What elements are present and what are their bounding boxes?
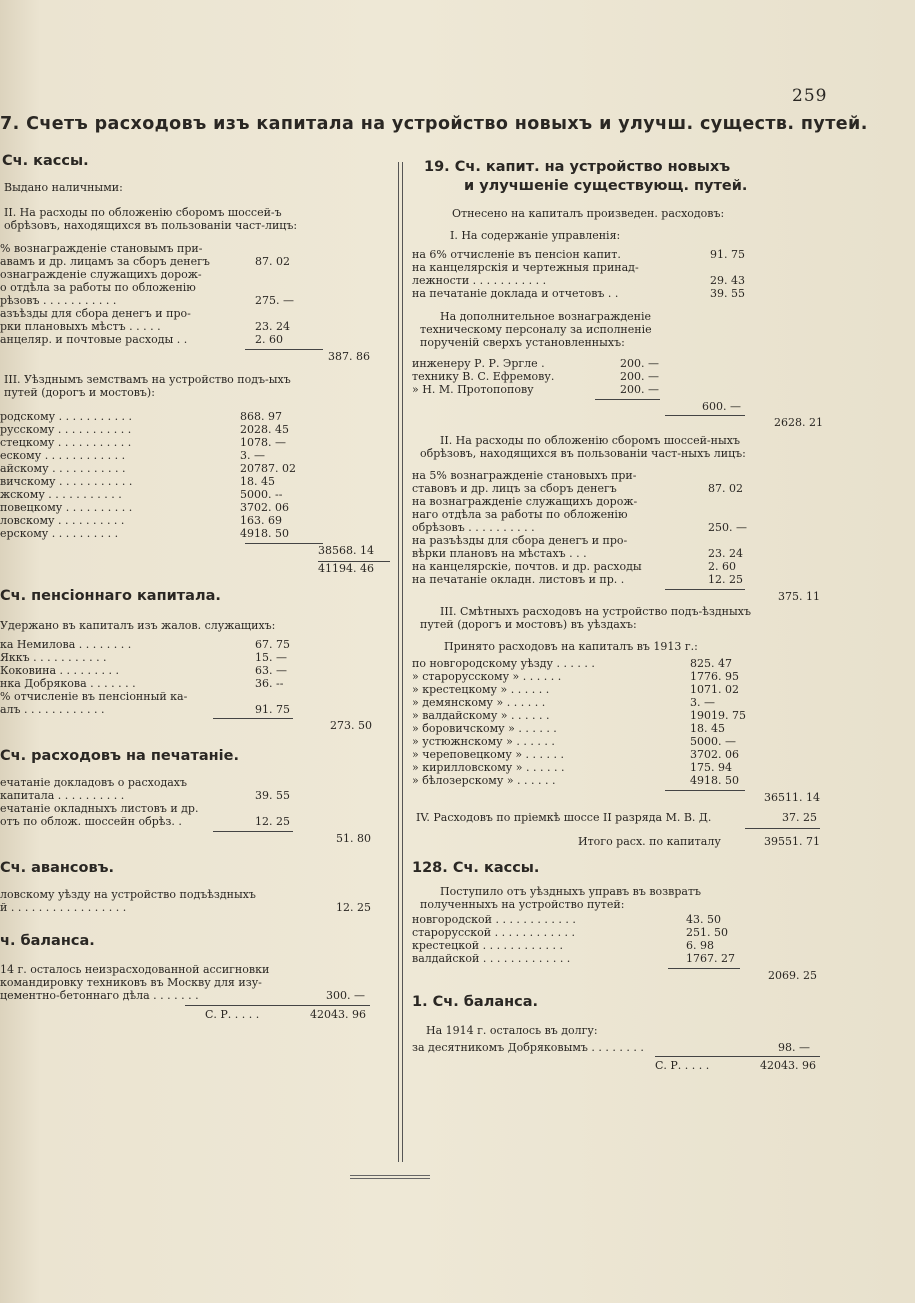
- ledger-row-label: повецкому . . . . . . . . . .: [0, 501, 133, 514]
- ledger-row: [410, 482, 830, 495]
- ledger-row: [0, 963, 395, 976]
- ledger-row-label: й . . . . . . . . . . . . . . . . .: [0, 901, 127, 914]
- ledger-row: [410, 774, 830, 787]
- ledger-row-label: о отдѣла за работы по обложенію: [0, 281, 196, 294]
- section-heading-balance: ч. баланса.: [0, 933, 95, 949]
- ledger-row-value: 3702. 06: [240, 501, 289, 514]
- advances-total-row: [0, 901, 395, 914]
- balance-right-row: [410, 1041, 830, 1054]
- ledger-row-label: на печатаніе окладн. листовъ и пр. .: [412, 573, 625, 586]
- ledger-row: [0, 501, 395, 514]
- capital-section-3-total-row: [410, 791, 830, 804]
- capital-total-row: [410, 835, 830, 848]
- ledger-row-label: старорусской . . . . . . . . . . . .: [412, 926, 576, 939]
- ledger-row-value: 39. 55: [255, 789, 290, 802]
- ledger-row: [0, 255, 395, 268]
- ledger-row-label: на вознагражденіе служащихъ дорож-: [412, 495, 638, 508]
- kassa-128-total: 2069. 25: [768, 969, 817, 982]
- ledger-row-label: » боровичскому » . . . . . .: [412, 722, 557, 735]
- capital-section-2-heading: II. На расходы по обложенію сборомъ шоссей-ныхъ обрѣзовъ, находящихся въ пользованіи част-ныхъ лицъ:: [420, 434, 746, 460]
- ledger-row-label: анцеляр. и почтовые расходы . .: [0, 333, 188, 346]
- balance-sum-label: С. Р. . . . .: [205, 1008, 260, 1021]
- capital-extra-total: 600. —: [702, 400, 741, 413]
- ledger-row-label: » бѣлозерскому » . . . . . .: [412, 774, 556, 787]
- ledger-row: [410, 370, 830, 383]
- ledger-row: [0, 449, 395, 462]
- ledger-row-value: 36. --: [255, 677, 284, 690]
- ledger-row-label: лежности . . . . . . . . . . .: [412, 274, 547, 287]
- capital-intro: Отнесено на капиталъ произведен. расходовъ:: [452, 207, 725, 220]
- balance-total: 300. —: [326, 989, 365, 1002]
- ledger-row: [410, 357, 830, 370]
- rule: [745, 828, 820, 829]
- capital-section-1-total-row: [410, 416, 830, 429]
- ledger-row-value: 3. —: [690, 696, 715, 709]
- ledger-row: [0, 888, 395, 901]
- ledger-row-label: » устюжнскому » . . . . . .: [412, 735, 555, 748]
- ledger-row: [410, 521, 830, 534]
- ledger-row-label: валдайской . . . . . . . . . . . . .: [412, 952, 571, 965]
- ledger-row-label: командировку техниковъ въ Москву для изу-: [0, 976, 262, 989]
- ledger-row: [0, 527, 395, 540]
- capital-section-4-label: IV. Расходовъ по пріемкѣ шоссе II разряда М. В. Д.: [416, 811, 712, 824]
- kassa-section-3-total-row: [0, 544, 395, 557]
- ledger-row-value: 18. 45: [690, 722, 725, 735]
- ledger-row: [410, 547, 830, 560]
- pension-intro: Удержано въ капиталъ изъ жалов. служащихъ:: [0, 619, 276, 632]
- page-title: 7. Счетъ расходовъ изъ капитала на устройство новыхъ и улучш. существ. путей.: [0, 114, 868, 134]
- ledger-row: [410, 748, 830, 761]
- ledger-row: [0, 976, 395, 989]
- kassa-section-2-total: 387. 86: [328, 350, 370, 363]
- ledger-row-label: ечатаніе докладовъ о расходахъ: [0, 776, 187, 789]
- ledger-row-label: » Н. М. Протопопову: [412, 383, 534, 396]
- ledger-row: [0, 462, 395, 475]
- ledger-row-value: 12. 25: [708, 573, 743, 586]
- ledger-row-value: 4918. 50: [240, 527, 289, 540]
- ledger-row: [0, 664, 395, 677]
- ledger-row-label: русскому . . . . . . . . . . .: [0, 423, 132, 436]
- printing-rows: [0, 776, 395, 828]
- ledger-row-value: 163. 69: [240, 514, 282, 527]
- section-heading-capital-line2: и улучшеніе существующ. путей.: [464, 178, 748, 194]
- capital-section-3-total: 36511. 14: [764, 791, 820, 804]
- balance-sum-value: 42043. 96: [310, 1008, 366, 1021]
- ledger-row: [410, 761, 830, 774]
- ledger-row-value: 868. 97: [240, 410, 282, 423]
- ledger-row-label: рѣзовъ . . . . . . . . . . .: [0, 294, 117, 307]
- ledger-row-value: 20787. 02: [240, 462, 296, 475]
- ledger-row-label: ечатаніе окладныхъ листовъ и др.: [0, 802, 199, 815]
- printing-total-row: [0, 832, 395, 845]
- balance-right-intro: На 1914 г. осталось въ долгу:: [426, 1024, 598, 1037]
- ledger-row-value: 2028. 45: [240, 423, 289, 436]
- ledger-row-label: родскому . . . . . . . . . . .: [0, 410, 133, 423]
- ledger-row-value: 251. 50: [686, 926, 728, 939]
- capital-extra-heading: На дополнительное вознагражденіе техническому персоналу за исполненіе порученій сверхъ установленныхъ:: [420, 310, 652, 349]
- ledger-row-value: 825. 47: [690, 657, 732, 670]
- ledger-row-value: 5000. —: [690, 735, 736, 748]
- ledger-row-label: на 5% вознагражденіе становыхъ при-: [412, 469, 637, 482]
- ledger-row-label: на канцелярскія и чертежныя принад-: [412, 261, 639, 274]
- kassa-grand-total: 41194. 46: [318, 562, 374, 575]
- ledger-row-label: стецкому . . . . . . . . . . .: [0, 436, 132, 449]
- capital-extra-total-row: [410, 400, 830, 413]
- ledger-row-label: ловскому . . . . . . . . . .: [0, 514, 125, 527]
- ledger-row-label: на разъѣзды для сбора денегъ и про-: [412, 534, 628, 547]
- kassa-section-2-heading: II. На расходы по обложенію сборомъ шоссей-ъ обрѣзовъ, находящихся въ пользованіи част-лицъ:: [4, 206, 298, 232]
- kassa-128-intro: Поступило отъ уѣздныхъ управъ въ возвратъ полученныхъ на устройство путей:: [420, 885, 702, 911]
- ledger-row-label: на канцелярскіе, почтов. и др. расходы: [412, 560, 642, 573]
- left-column: [0, 152, 395, 1021]
- ledger-row-label: » демянскому » . . . . . .: [412, 696, 546, 709]
- ledger-row-label: азъѣзды для сбора денегъ и про-: [0, 307, 191, 320]
- ledger-row-value: 4918. 50: [690, 774, 739, 787]
- ledger-row-value: 1767. 27: [686, 952, 735, 965]
- balance-right-sum-label: С. Р. . . . .: [655, 1059, 710, 1072]
- kassa-section-3-rows: [0, 410, 395, 540]
- ledger-row: [0, 410, 395, 423]
- balance-sum-row: [0, 1008, 395, 1021]
- column-divider: [398, 162, 403, 1162]
- ledger-row: [410, 683, 830, 696]
- ledger-row: [0, 268, 395, 281]
- rule: [185, 1005, 370, 1006]
- ledger-row-value: 91. 75: [710, 248, 745, 261]
- ledger-row-label: Коковина . . . . . . . . .: [0, 664, 119, 677]
- ledger-row-value: 250. —: [708, 521, 747, 534]
- ledger-row-label: ознагражденіе служащихъ дорож-: [0, 268, 202, 281]
- ledger-row-label: авамъ и др. лицамъ за сборъ денегъ: [0, 255, 210, 268]
- pension-rows: [0, 638, 395, 716]
- capital-extra-rows: [410, 357, 830, 396]
- ledger-row-label: % отчисленіе въ пенсіонный ка-: [0, 690, 188, 703]
- ledger-row: [0, 651, 395, 664]
- ledger-row: [410, 383, 830, 396]
- ledger-row: [0, 638, 395, 651]
- capital-section-2-total: 375. 11: [778, 590, 820, 603]
- ledger-row-label: ловскому уѣзду на устройство подъѣздныхъ: [0, 888, 256, 901]
- ledger-row-value: 19019. 75: [690, 709, 746, 722]
- ledger-row-label: » череповецкому » . . . . . .: [412, 748, 565, 761]
- ledger-row-label: ескому . . . . . . . . . . . .: [0, 449, 126, 462]
- ledger-row: [0, 802, 395, 815]
- capital-section-3-rows: [410, 657, 830, 787]
- ledger-row-label: ерскому . . . . . . . . . .: [0, 527, 119, 540]
- ledger-row-label: ставовъ и др. лицъ за сборъ денегъ: [412, 482, 617, 495]
- capital-section-4-row: [410, 811, 830, 824]
- section-heading-printing: Сч. расходовъ на печатаніе.: [0, 748, 239, 764]
- ledger-row-label: отъ по облож. шоссейн обрѣз. .: [0, 815, 182, 828]
- section-heading-pension: Сч. пенсіоннаго капитала.: [0, 588, 221, 604]
- ledger-row-value: 43. 50: [686, 913, 721, 926]
- balance-right-row-value: 98. —: [778, 1041, 810, 1054]
- ledger-row-value: 18. 45: [240, 475, 275, 488]
- ledger-row-value: 23. 24: [708, 547, 743, 560]
- ledger-row: [410, 696, 830, 709]
- ledger-row-value: 2. 60: [708, 560, 736, 573]
- capital-section-2-rows: [410, 469, 830, 586]
- ledger-row-value: 87. 02: [255, 255, 290, 268]
- balance-total-row: [0, 989, 395, 1002]
- ledger-row: [410, 495, 830, 508]
- ledger-row: [0, 703, 395, 716]
- printing-total: 51. 80: [336, 832, 371, 845]
- ledger-row: [410, 913, 830, 926]
- ledger-row-label: айскому . . . . . . . . . . .: [0, 462, 126, 475]
- ledger-row: [410, 573, 830, 586]
- ledger-row-label: 14 г. осталось неизрасходованной ассигновки: [0, 963, 270, 976]
- section-heading-kassa-128: 128. Сч. кассы.: [412, 860, 540, 876]
- ledger-row-label: вѣрки плановъ на мѣстахъ . . .: [412, 547, 587, 560]
- ledger-row-label: вичскому . . . . . . . . . . .: [0, 475, 133, 488]
- ledger-row-value: 1071. 02: [690, 683, 739, 696]
- kassa-section-3-heading: III. Уѣзднымъ земствамъ на устройство подъ-ыхъ путей (дорогъ и мостовъ):: [4, 373, 291, 399]
- capital-total-label: Итого расх. по капиталу: [578, 835, 721, 848]
- ledger-row-value: 23. 24: [255, 320, 290, 333]
- ledger-row-label: нка Добрякова . . . . . . .: [0, 677, 136, 690]
- ledger-row-label: » валдайскому » . . . . . .: [412, 709, 550, 722]
- ledger-row-label: новгородской . . . . . . . . . . . .: [412, 913, 576, 926]
- ledger-row-label: алъ . . . . . . . . . . . .: [0, 703, 105, 716]
- ledger-row: [0, 475, 395, 488]
- balance-right-sum-value: 42043. 96: [760, 1059, 816, 1072]
- ledger-row: [0, 294, 395, 307]
- section-heading-balance-right: 1. Сч. баланса.: [412, 994, 539, 1010]
- capital-section-3-heading: III. Смѣтныхъ расходовъ на устройство подъ-ѣздныхъ путей (дорогъ и мостовъ) въ уѣздахъ:: [420, 605, 751, 631]
- capital-section-4-value: 37. 25: [782, 811, 817, 824]
- kassa-intro: Выдано наличными:: [4, 181, 123, 194]
- ledger-row-label: » крестецкому » . . . . . .: [412, 683, 550, 696]
- advances-total: 12. 25: [336, 901, 371, 914]
- ledger-row: [0, 423, 395, 436]
- ledger-row-value: 39. 55: [710, 287, 745, 300]
- ledger-row-value: 200. —: [620, 370, 659, 383]
- capital-total-value: 39551. 71: [764, 835, 820, 848]
- kassa-section-2-rows: [0, 242, 395, 346]
- kassa-128-rows: [410, 913, 830, 965]
- ledger-row: [0, 514, 395, 527]
- ledger-row: [410, 508, 830, 521]
- ledger-row-label: крестецкой . . . . . . . . . . . .: [412, 939, 564, 952]
- ledger-row-value: 3702. 06: [690, 748, 739, 761]
- ledger-row: [0, 307, 395, 320]
- ledger-row: [410, 735, 830, 748]
- capital-section-1-rows: [410, 248, 830, 300]
- ledger-row: [0, 436, 395, 449]
- ledger-row: [410, 534, 830, 547]
- ledger-row: [410, 657, 830, 670]
- capital-section-1-total: 2628. 21: [774, 416, 823, 429]
- ledger-row: [0, 690, 395, 703]
- ledger-row-label: капитала . . . . . . . . . .: [0, 789, 125, 802]
- footer-rule: [350, 1175, 430, 1179]
- right-column: [410, 158, 830, 1072]
- ledger-row: [410, 248, 830, 261]
- ledger-row: [410, 261, 830, 274]
- capital-section-1-heading: I. На содержаніе управленія:: [450, 229, 621, 242]
- ledger-row-value: 67. 75: [255, 638, 290, 651]
- ledger-row-value: 200. —: [620, 357, 659, 370]
- ledger-row-label: жскому . . . . . . . . . . .: [0, 488, 122, 501]
- ledger-row-label: обрѣзовъ . . . . . . . . . .: [412, 521, 535, 534]
- ledger-row-value: 2. 60: [255, 333, 283, 346]
- ledger-row-value: 5000. --: [240, 488, 283, 501]
- ledger-row: [0, 281, 395, 294]
- ledger-row-label: на печатаніе доклада и отчетовъ . .: [412, 287, 619, 300]
- ledger-row-label: Яккъ . . . . . . . . . . .: [0, 651, 107, 664]
- ledger-row: [0, 815, 395, 828]
- section-heading-kassa: Сч. кассы.: [2, 153, 89, 169]
- ledger-row-label: » кирилловскому » . . . . . .: [412, 761, 565, 774]
- section-heading-advances: Сч. авансовъ.: [0, 860, 115, 876]
- ledger-row-value: 15. —: [255, 651, 287, 664]
- kassa-grand-total-row: [0, 562, 395, 575]
- pension-total-row: [0, 719, 395, 732]
- balance-right-row-label: за десятникомъ Добряковымъ . . . . . . . .: [412, 1041, 644, 1054]
- ledger-row-label: цементно-бетоннаго дѣла . . . . . . .: [0, 989, 199, 1002]
- ledger-row: [0, 776, 395, 789]
- ledger-row: [410, 926, 830, 939]
- ledger-row: [0, 488, 395, 501]
- page-number: 259: [792, 86, 828, 106]
- ledger-row: [410, 939, 830, 952]
- ledger-row-value: 12. 25: [255, 815, 290, 828]
- pension-total: 273. 50: [330, 719, 372, 732]
- ledger-row: [0, 333, 395, 346]
- ledger-row-label: рки плановыхъ мѣстъ . . . . .: [0, 320, 161, 333]
- ledger-row-value: 275. —: [255, 294, 294, 307]
- ledger-row-value: 91. 75: [255, 703, 290, 716]
- ledger-row: [0, 677, 395, 690]
- rule: [655, 1056, 820, 1057]
- ledger-row-label: технику В. С. Ефремову.: [412, 370, 555, 383]
- ledger-row: [410, 670, 830, 683]
- ledger-row: [0, 320, 395, 333]
- ledger-row-label: инженеру Р. Р. Эргле .: [412, 357, 545, 370]
- ledger-row-value: 29. 43: [710, 274, 745, 287]
- ledger-row: [410, 287, 830, 300]
- ledger-row: [0, 789, 395, 802]
- ledger-row-label: % вознагражденіе становымъ при-: [0, 242, 203, 255]
- ledger-row-label: по новгородскому уѣзду . . . . . .: [412, 657, 595, 670]
- section-heading-capital-line1: 19. Сч. капит. на устройство новыхъ: [424, 159, 731, 175]
- ledger-row-value: 175. 94: [690, 761, 732, 774]
- capital-section-2-total-row: [410, 590, 830, 603]
- kassa-128-total-row: [410, 969, 830, 982]
- ledger-row-value: 87. 02: [708, 482, 743, 495]
- ledger-row-label: ка Немилова . . . . . . . .: [0, 638, 132, 651]
- ledger-row: [410, 722, 830, 735]
- ledger-row-value: 63. —: [255, 664, 287, 677]
- ledger-row: [410, 560, 830, 573]
- ledger-row-value: 1078. —: [240, 436, 286, 449]
- ledger-row: [410, 709, 830, 722]
- ledger-row-value: 3. —: [240, 449, 265, 462]
- ledger-row-label: на 6% отчисленіе въ пенсіон капит.: [412, 248, 621, 261]
- balance-right-sum-row: [410, 1059, 830, 1072]
- ledger-row: [410, 469, 830, 482]
- ledger-row: [410, 274, 830, 287]
- ledger-row-value: 200. —: [620, 383, 659, 396]
- ledger-row-value: 1776. 95: [690, 670, 739, 683]
- capital-section-3-intro: Принято расходовъ на капиталъ въ 1913 г.:: [444, 640, 698, 653]
- kassa-section-3-total: 38568. 14: [318, 544, 374, 557]
- ledger-row: [0, 242, 395, 255]
- kassa-section-2-total-row: [0, 350, 395, 363]
- ledger-row-label: наго отдѣла за работы по обложенію: [412, 508, 628, 521]
- ledger-row: [410, 952, 830, 965]
- ledger-row-value: 6. 98: [686, 939, 714, 952]
- ledger-row-label: » старорусскому » . . . . . .: [412, 670, 562, 683]
